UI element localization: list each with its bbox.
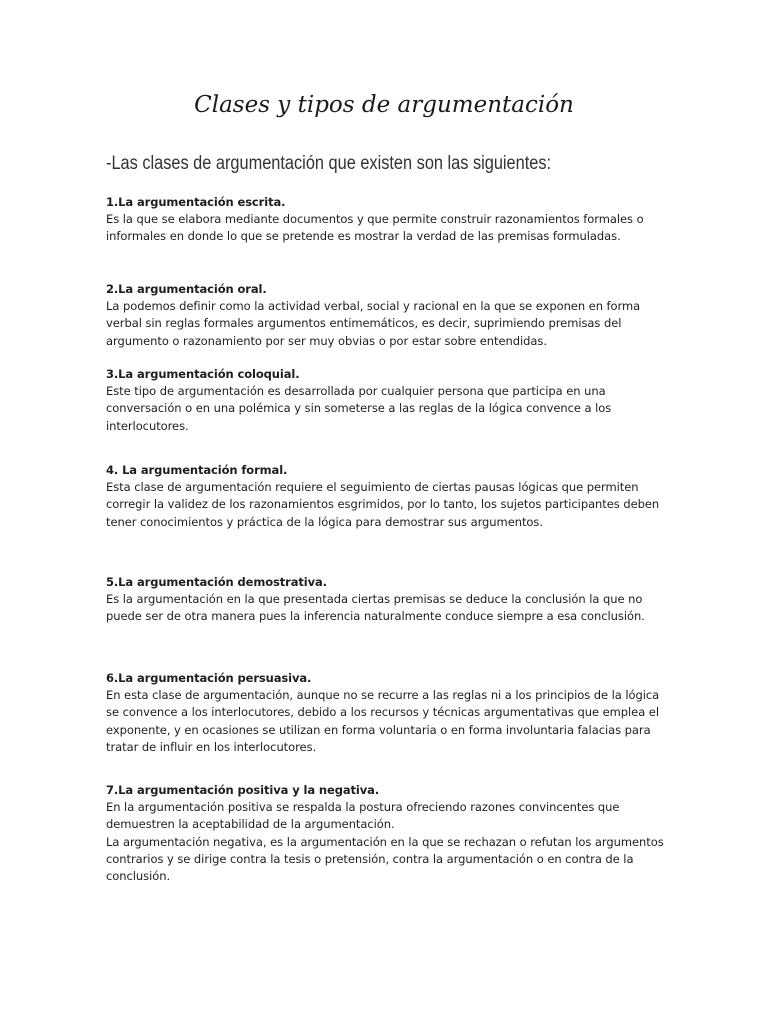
section-demonstrative xyxy=(106,574,666,626)
section-body: Esta clase de argumentación requiere el seguimiento de ciertas pausas lógicas que permiten corregir la validez de los razonamientos esgrimidos, por lo tanto, los sujetos participantes deben tener conocimientos y práctica de la lógica para demostrar sus argumentos. xyxy=(106,480,660,529)
document-title: Clases y tipos de argumentación xyxy=(194,92,574,118)
section-persuasive xyxy=(106,670,666,756)
section-heading: 2.La argumentación oral. xyxy=(106,282,267,296)
section-body: Es la argumentación en la que presentada ciertas premisas se deduce la conclusión la que no puede ser de otra manera pues la inferencia naturalmente conduce siempre a esa conclusión. xyxy=(106,592,645,624)
section-body: En la argumentación positiva se respalda la postura ofreciendo razones convincentes que demuestren la aceptabilidad de la argumentación. xyxy=(106,800,620,832)
section-written xyxy=(106,194,666,246)
section-oral xyxy=(106,281,666,350)
section-body-second: La argumentación negativa, es la argumentación en la que se rechazan o refutan los argumentos contrarios y se dirige contra la tesis o pretensión, contra la argumentación o en contra de la conclusión. xyxy=(106,834,664,884)
section-formal xyxy=(106,462,666,531)
intro-text: -Las clases de argumentación que existen son las siguientes: xyxy=(106,153,552,174)
section-colloquial xyxy=(106,366,666,435)
section-positive-negative xyxy=(106,782,666,885)
section-body: Es la que se elabora mediante documentos y que permite construir razonamientos formales o informales en donde lo que se pretende es mostrar la verdad de las premisas formuladas. xyxy=(106,212,644,244)
section-heading: 5.La argumentación demostrativa. xyxy=(106,575,327,589)
section-body: La podemos definir como la actividad verbal, social y racional en la que se exponen en forma verbal sin reglas formales argumentos entimemáticos, es decir, suprimiendo premisas del argumento o razonamiento por ser muy obvias o por estar sobre entendidas. xyxy=(106,299,641,348)
section-heading: 6.La argumentación persuasiva. xyxy=(106,671,312,685)
section-heading: 7.La argumentación positiva y la negativa. xyxy=(106,783,380,797)
section-body: Este tipo de argumentación es desarrollada por cualquier persona que participa en una conversación o en una polémica y sin someterse a las reglas de la lógica convence a los interlocutores. xyxy=(106,384,612,433)
section-heading: 4. La argumentación formal. xyxy=(106,463,288,477)
section-heading: 1.La argumentación escrita. xyxy=(106,195,286,209)
section-heading: 3.La argumentación coloquial. xyxy=(106,367,300,381)
section-body: En esta clase de argumentación, aunque no se recurre a las reglas ni a los principios de la lógica se convence a los interlocutores, debido a los recursos y técnicas argumentativas que emplea el exponente, y en ocasiones se utilizan en forma voluntaria o en forma involuntaria falacias para tratar de influir en los interlocutores. xyxy=(106,688,660,754)
